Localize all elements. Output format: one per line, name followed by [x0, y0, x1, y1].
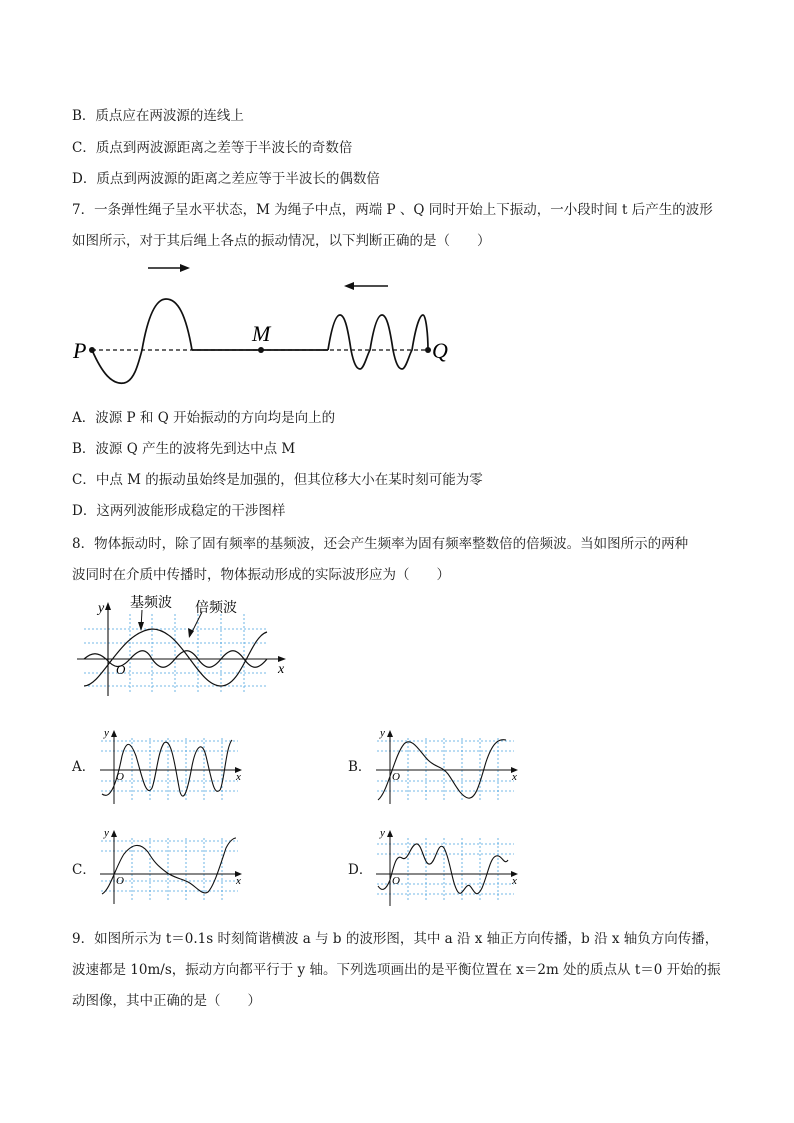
point-q	[425, 347, 431, 353]
x-label: x	[278, 662, 285, 677]
point-m	[258, 347, 264, 353]
y-axis-arrow-icon	[105, 602, 111, 610]
q7-stem-line2: 如图所示，对于其后绳上各点的振动情况，以下判断正确的是（ ）	[72, 233, 491, 249]
q8-stem-line1: 8．物体振动时，除了固有频率的基频波，还会产生频率为固有频率整数倍的倍频波。当如图所示的两种	[72, 536, 689, 552]
q7-stem-line1: 7．一条弹性绳子呈水平状态，M 为绳子中点，两端 P 、Q 同时开始上下振动，一小段时间 t 后产生的波形	[72, 202, 713, 218]
label-p: P	[73, 338, 87, 363]
label-q: Q	[432, 338, 448, 363]
q8-stem-line2: 波同时在介质中传播时，物体振动形成的实际波形应为（ ）	[72, 567, 450, 583]
left-wave	[92, 299, 192, 383]
label-m: M	[252, 321, 271, 346]
q8-option-a-graph	[96, 726, 248, 808]
svg-text:y: y	[104, 827, 109, 839]
origin-label: O	[116, 662, 126, 677]
q9-stem-line1: 9．如图所示为 t＝0.1s 时刻简谐横波 a 与 b 的波形图，其中 a 沿 x 轴正方向传播，b 沿 x 轴负方向传播，	[72, 931, 719, 947]
arrow-right-head-icon	[180, 264, 190, 272]
q6-option-d: D．质点到两波源的距离之差应等于半波长的偶数倍	[72, 171, 380, 187]
q7-option-c: C．中点 M 的振动虽始终是加强的，但其位移大小在某时刻可能为零	[72, 472, 483, 488]
q7-option-a: A．波源 P 和 Q 开始振动的方向均是向上的	[72, 410, 336, 426]
q9-stem-line3: 动图像，其中正确的是（ ）	[72, 993, 261, 1009]
q8-option-d-label: D．	[348, 862, 373, 878]
svg-text:O: O	[116, 875, 124, 887]
q7-option-d: D．这两列波能形成稳定的干涉图样	[72, 503, 286, 519]
q8-option-a-label: A．	[72, 759, 96, 775]
harmonic-label: 倍频波	[195, 599, 237, 615]
y-label: y	[98, 601, 105, 616]
svg-text:y: y	[104, 727, 109, 739]
q8-option-b-graph	[372, 726, 524, 808]
q7-option-b: B．波源 Q 产生的波将先到达中点 M	[72, 441, 296, 457]
svg-text:x: x	[512, 875, 517, 887]
q8-option-c-label: C．	[72, 862, 96, 878]
svg-text:O: O	[116, 771, 124, 783]
q6-option-b: B．质点应在两波源的连线上	[72, 108, 244, 124]
right-wave	[328, 315, 428, 369]
q8-option-b-label: B．	[348, 759, 372, 775]
grid	[84, 614, 267, 692]
svg-text:O: O	[392, 771, 400, 783]
q8-option-d-graph	[372, 826, 524, 908]
q7-rope-figure	[68, 255, 468, 395]
svg-text:x: x	[236, 771, 241, 783]
svg-text:y: y	[380, 727, 385, 739]
q8-wave-figure	[72, 592, 292, 702]
svg-text:x: x	[512, 771, 517, 783]
point-p	[89, 347, 95, 353]
fundamental-label: 基频波	[130, 594, 172, 610]
svg-text:O: O	[392, 875, 400, 887]
svg-text:x: x	[236, 875, 241, 887]
q8-option-c-graph	[96, 826, 248, 908]
svg-text:y: y	[380, 827, 385, 839]
q9-stem-line2: 波速都是 10m/s，振动方向都平行于 y 轴。下列选项画出的是平衡位置在 x＝2m 处的质点从 t＝0 开始的振	[72, 962, 721, 978]
arrow-left-head-icon	[344, 282, 354, 290]
q6-option-c: C．质点到两波源距离之差等于半波长的奇数倍	[72, 140, 353, 156]
